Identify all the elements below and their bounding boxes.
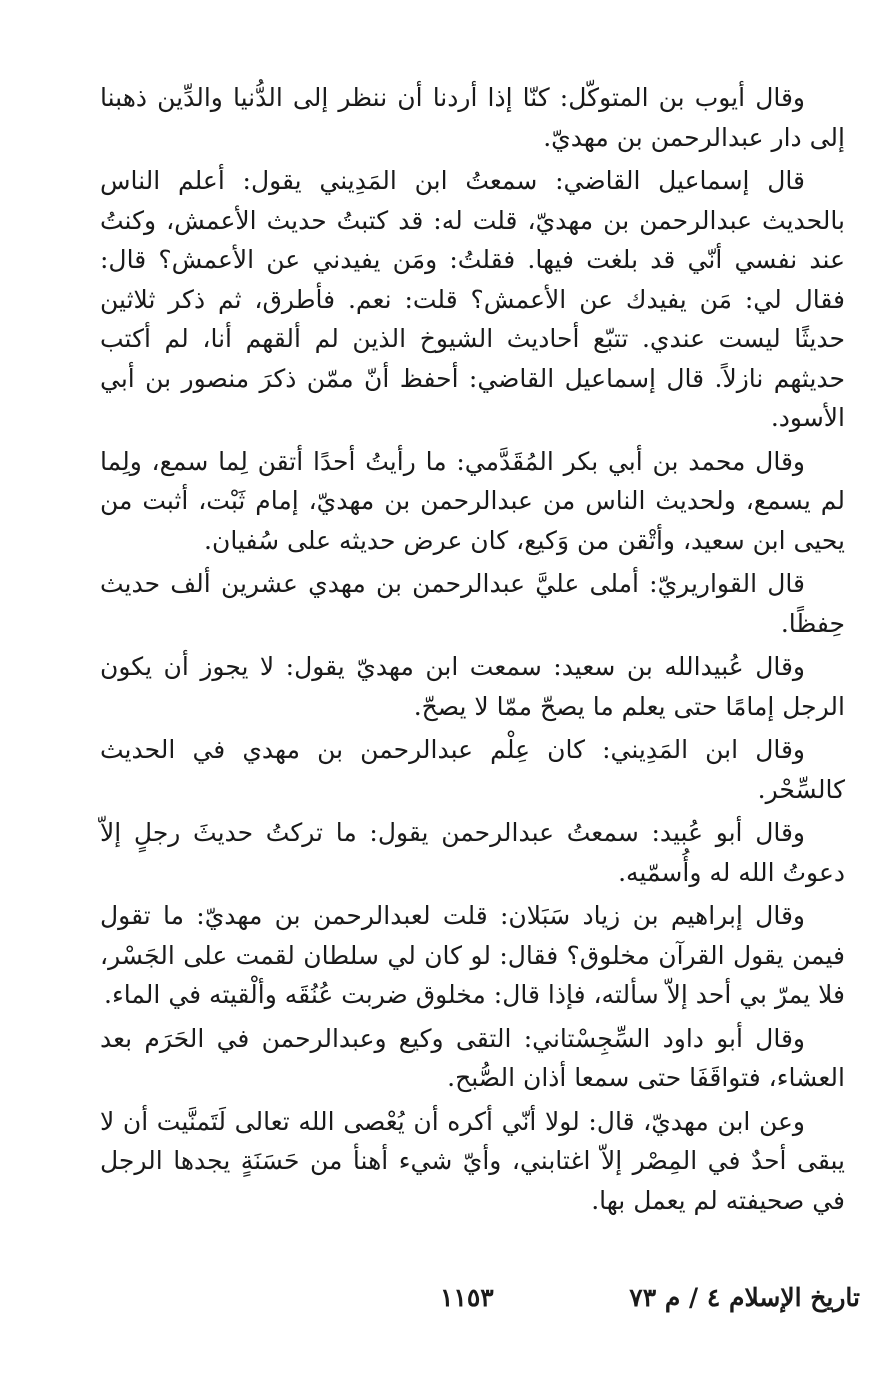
paragraph-ubaydullah: وقال عُبيدالله بن سعيد: سمعت ابن مهديّ يقول: لا يجوز أن يكون الرجل إمامًا حتى يعلم ما يصحّ ممّا لا يصحّ. xyxy=(100,652,845,721)
paragraph-ibn-mahdi: وعن ابن مهديّ، قال: لولا أنّي أكره أن يُعْصى الله تعالى لَتَمنَّيت أن لا يبقى أحدٌ في المِصْر إلاّ اغتابني، وأيّ شيء أهنأ من حَسَنَةٍ يجدها الرجل في صحيفته لم يعمل بها. xyxy=(100,1106,845,1215)
paragraph-muqaddami: وقال محمد بن أبي بكر المُقَدَّمي: ما رأيتُ أحدًا أتقن لِما سمع، ولِما لم يسمع، ولحديث الناس من عبدالرحمن بن مهديّ، إمام ثَبْت، أثبت من يحيى ابن سعيد، وأتْقن من وَكيع، كان عرض حديثه على سُفيان. xyxy=(100,446,845,555)
paragraph-ibn-madini: وقال ابن المَدِيني: كان عِلْم عبدالرحمن بن مهدي في الحديث كالسِّحْر. xyxy=(100,735,845,804)
footer-source-reference: تاريخ الإسلام ٤ / م ٧٣ xyxy=(629,1283,860,1312)
page-footer xyxy=(100,1283,860,1323)
paragraph-qawariri: قال القواريريّ: أملى عليَّ عبدالرحمن بن مهدي عشرين ألف حديث حِفظًا. xyxy=(100,569,845,638)
paragraph-ayyub: وقال أيوب بن المتوكّل: كنّا إذا أردنا أن ننظر إلى الدُّنيا والدِّين ذهبنا إلى دار عبدالرحمن بن مهديّ. xyxy=(100,83,845,152)
page-body xyxy=(100,78,845,1224)
paragraph-abu-ubayd: وقال أبو عُبيد: سمعتُ عبدالرحمن يقول: ما تركتُ حديثَ رجلٍ إلاّ دعوتُ الله له وأُسمّيه. xyxy=(100,818,845,887)
paragraph-abu-dawud: وقال أبو داود السِّجِسْتاني: التقى وكيع وعبدالرحمن في الحَرَم بعد العشاء، فتواقَفَا حتى سمعا أذان الصُّبح. xyxy=(100,1023,845,1092)
paragraph-ismail-qadi: قال إسماعيل القاضي: سمعتُ ابن المَدِيني يقول: أعلم الناس بالحديث عبدالرحمن بن مهديّ، قلت له: قد كتبتُ حديث الأعمش، وكنتُ عند نفسي أنّي قد بلغت فيها. فقلتُ: ومَن يفيدني عن الأعمش؟ قال: فقال لي: مَن يفيدك عن الأعمش؟ قلت: نعم. فأطرق، ثم ذكر ثلاثين حديثًا ليست عندي. تتبّع أحاديث الشيوخ الذين لم ألقهم أنا، لم أكتب حديثهم نازلاً. قال إسماعيل القاضي: أحفظ أنّ ممّن ذكرَ منصور بن أبي الأسود. xyxy=(100,166,845,432)
page-number: ١١٥٣ xyxy=(440,1283,494,1312)
paragraph-ibrahim-sablan: وقال إبراهيم بن زياد سَبَلان: قلت لعبدالرحمن بن مهديّ: ما تقول فيمن يقول القرآن مخلوق؟ فقال: لو كان لي سلطان لقمت على الجَسْر، فلا يمرّ بي أحد إلاّ سألته، فإذا قال: مخلوق ضربت عُنُقَه وألْقيته في الماء. xyxy=(100,901,845,1009)
